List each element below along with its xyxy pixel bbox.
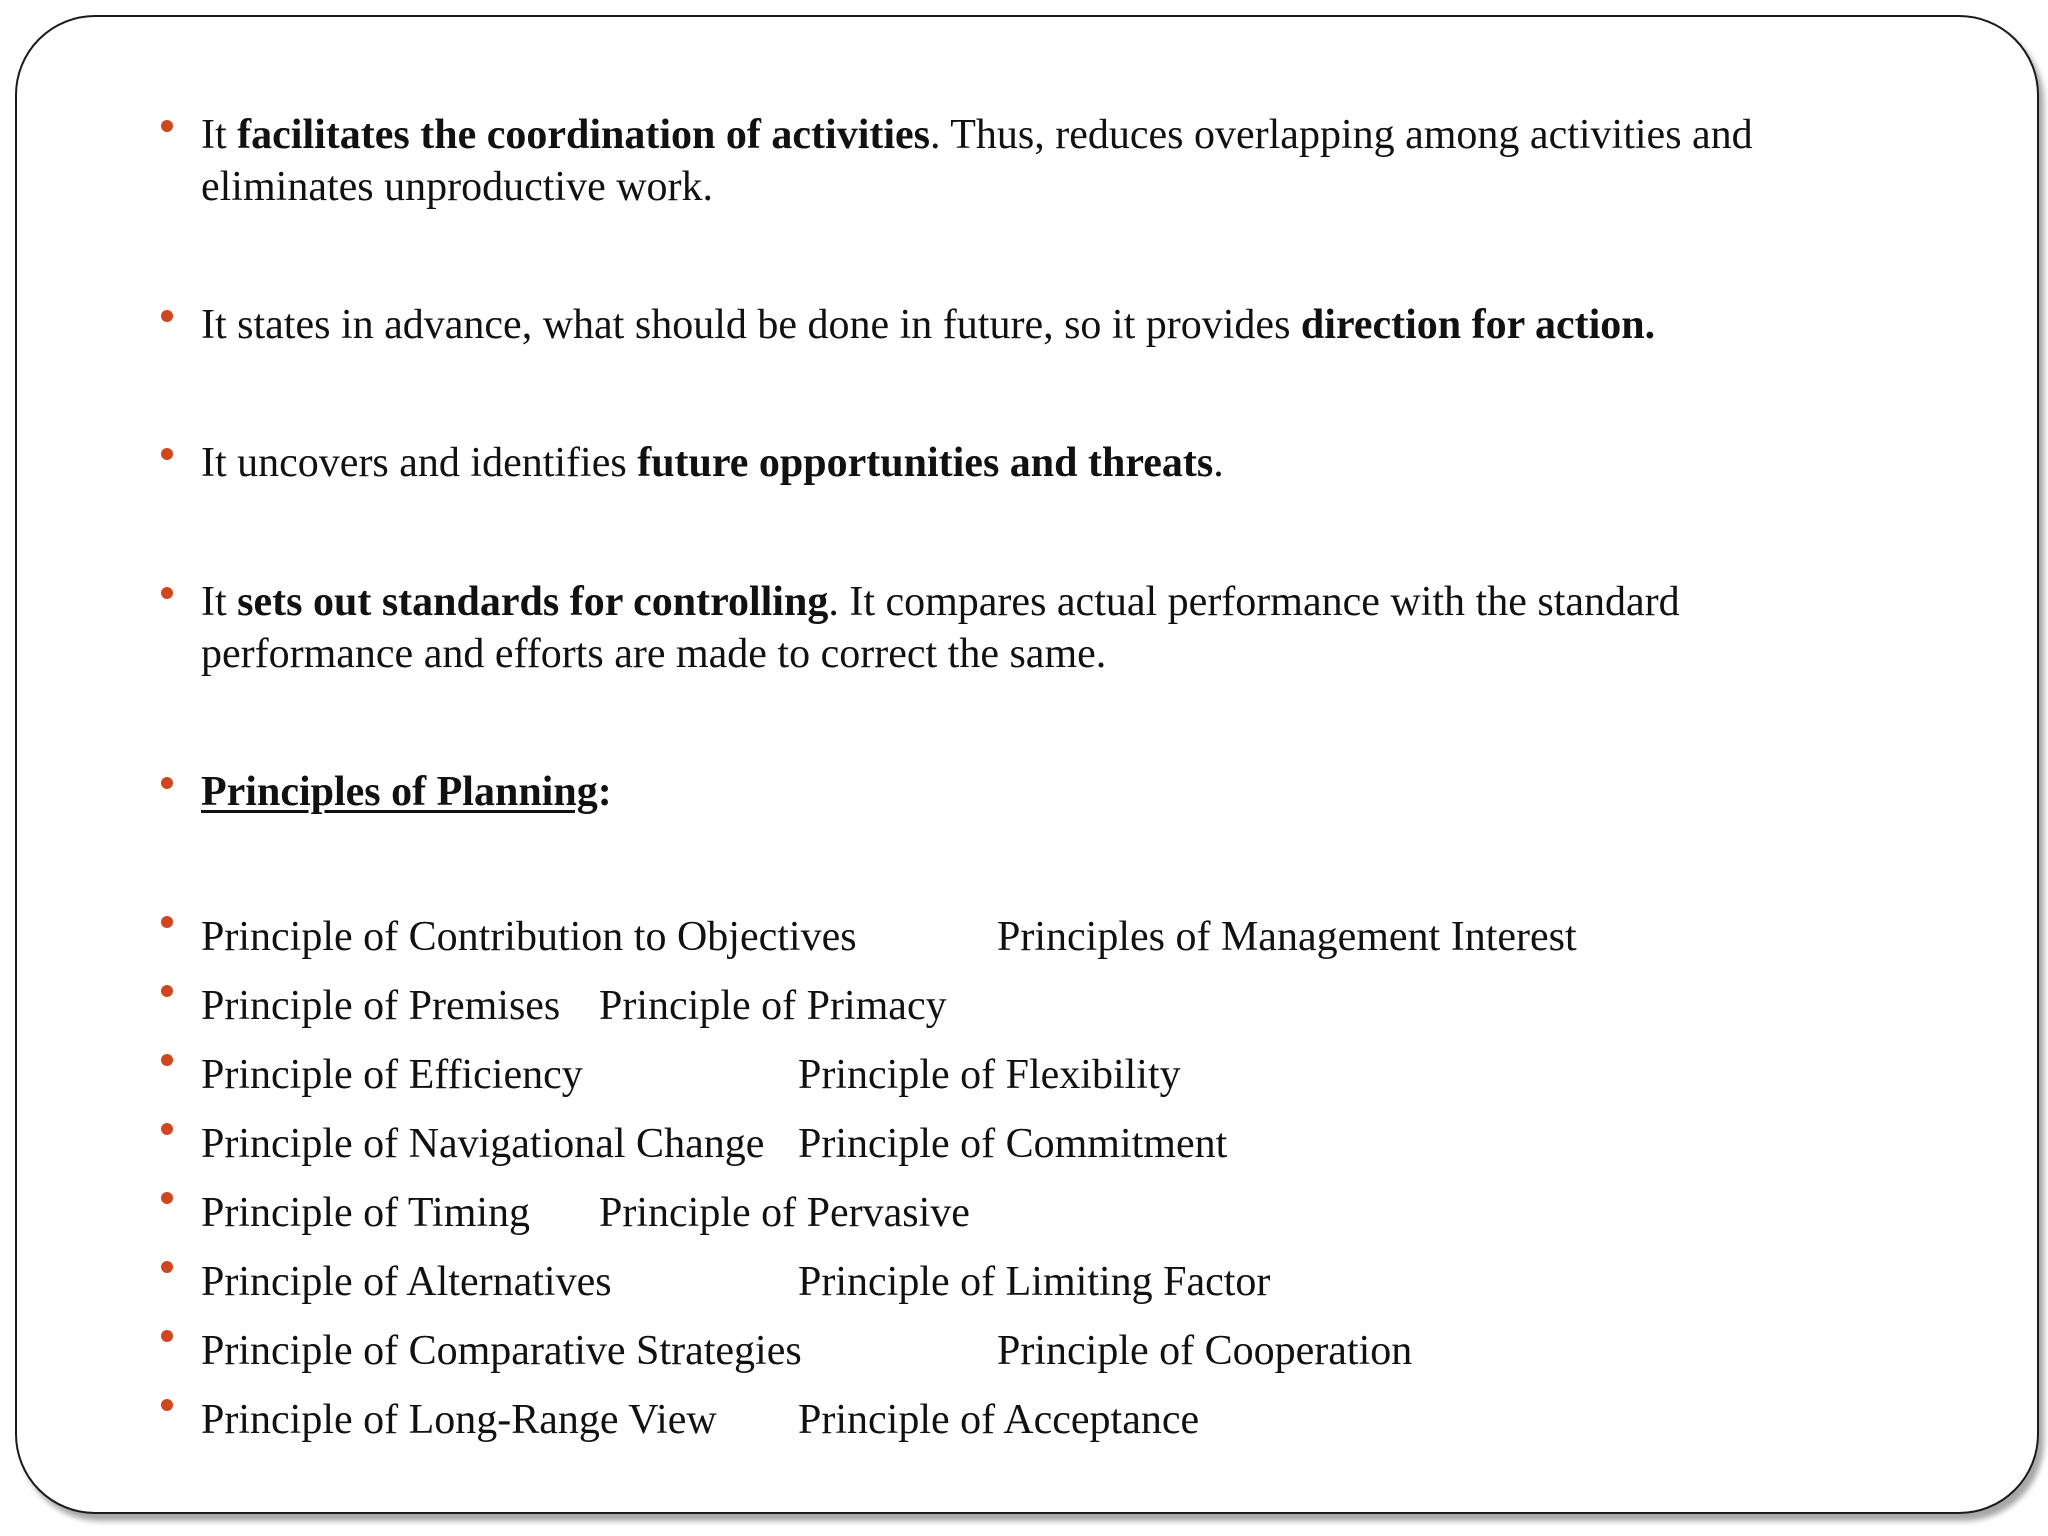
principle-row: [201, 1183, 1901, 1243]
paragraph-bold-text: sets out standards for controlling: [237, 579, 829, 625]
principle-right: Principle of Acceptance: [798, 1397, 1200, 1443]
bullet-icon: [161, 310, 173, 322]
principle-row: [201, 1321, 1901, 1381]
principle-right: Principle of Cooperation: [997, 1328, 1413, 1374]
principle-right: Principle of Pervasive: [599, 1190, 970, 1236]
paragraph-direction: [201, 299, 1901, 351]
paragraph-controlling: [201, 576, 1901, 680]
principle-row: [201, 1045, 1901, 1105]
paragraph-bold-text: future opportunities and threats: [637, 440, 1214, 486]
paragraph-bold-text: facilitates the coordination of activities: [237, 112, 931, 158]
principle-left: Principle of Comparative Strategies: [201, 1328, 802, 1374]
principles-heading: [201, 766, 1901, 818]
principle-row: [201, 1390, 1901, 1450]
principle-row: [201, 976, 1901, 1036]
paragraph-bold-text: direction for action.: [1300, 302, 1656, 348]
principle-left: Principle of Contribution to Objectives: [201, 914, 857, 960]
paragraph-text: It: [201, 579, 238, 625]
bullet-icon: [161, 1123, 173, 1135]
principle-left: Principle of Long-Range View: [201, 1397, 717, 1443]
bullet-icon: [161, 587, 173, 599]
principle-right: Principle of Primacy: [599, 983, 947, 1029]
principle-right: Principles of Management Interest: [997, 914, 1577, 960]
bullet-icon: [161, 120, 173, 132]
bullet-icon: [161, 1399, 173, 1411]
principles-heading-colon: :: [597, 769, 612, 815]
slide-frame: [15, 15, 2039, 1514]
paragraph-text: . It compares actual performance with the standard performance and efforts are made to correct the same.: [201, 579, 1680, 677]
principle-row: [201, 1252, 1901, 1312]
paragraph-text: .: [1213, 440, 1224, 486]
principles-heading-text: Principles of Planning: [201, 769, 598, 815]
principle-row: [201, 907, 1901, 967]
paragraph-coordination: [201, 109, 1901, 213]
bullet-icon: [161, 1054, 173, 1066]
bullet-icon: [161, 1192, 173, 1204]
principle-left: Principle of Navigational Change: [201, 1121, 765, 1167]
principle-left: Principle of Premises: [201, 983, 561, 1029]
principle-right: Principle of Commitment: [798, 1121, 1228, 1167]
slide-content: [17, 17, 2037, 1512]
paragraph-text: It states in advance, what should be done in future, so it provides: [201, 302, 1301, 348]
bullet-icon: [161, 916, 173, 928]
bullet-icon: [161, 985, 173, 997]
principle-row: [201, 1114, 1901, 1174]
bullet-icon: [161, 1261, 173, 1273]
paragraph-text: It uncovers and identifies: [201, 440, 638, 486]
principle-right: Principle of Flexibility: [798, 1052, 1181, 1098]
bullet-icon: [161, 777, 173, 789]
principle-left: Principle of Timing: [201, 1190, 531, 1236]
bullet-icon: [161, 448, 173, 460]
bullet-icon: [161, 1330, 173, 1342]
paragraph-text: . Thus, reduces overlapping among activities and eliminates unproductive work.: [201, 112, 1753, 210]
paragraph-opportunities: [201, 437, 1901, 489]
principle-left: Principle of Alternatives: [201, 1259, 612, 1305]
principle-left: Principle of Efficiency: [201, 1052, 583, 1098]
paragraph-text: It: [201, 112, 238, 158]
principle-right: Principle of Limiting Factor: [798, 1259, 1271, 1305]
